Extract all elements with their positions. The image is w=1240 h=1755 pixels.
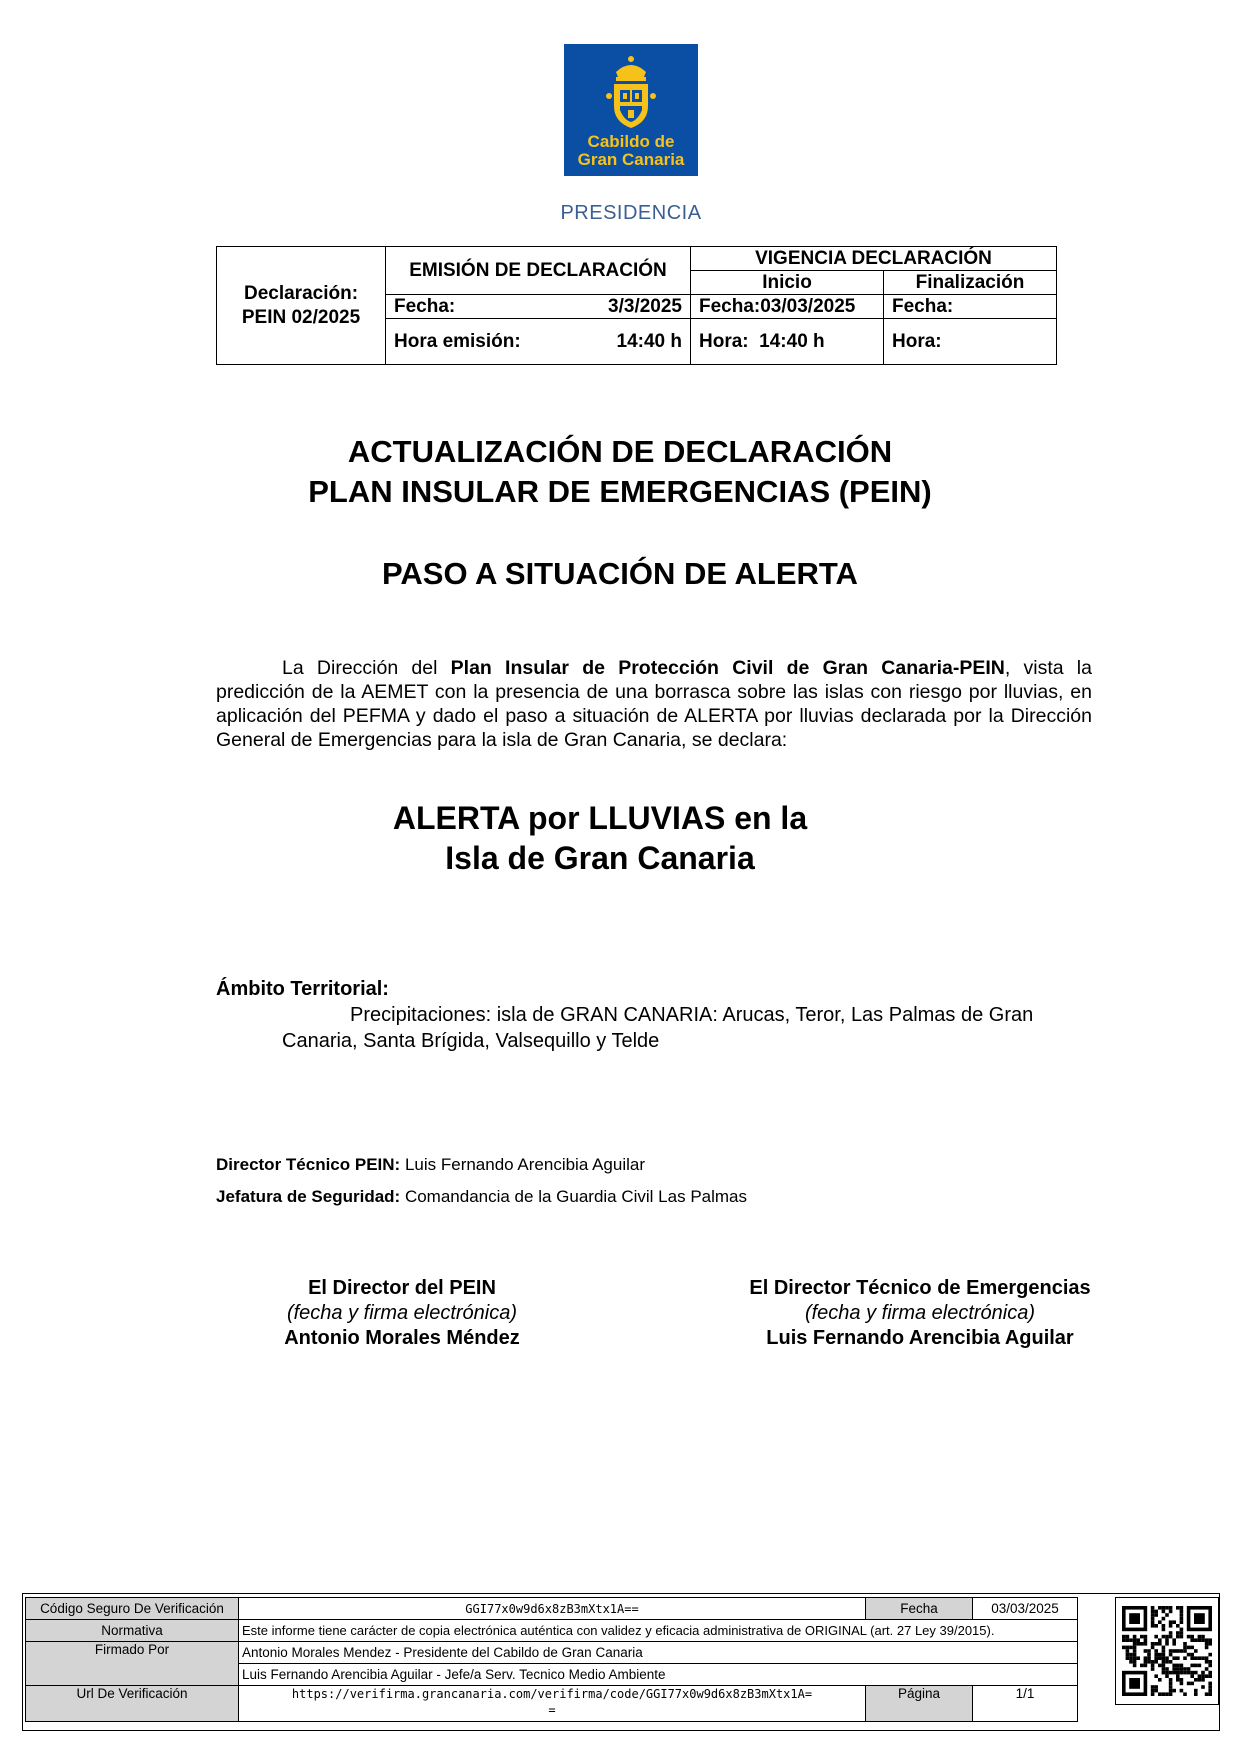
jefatura-line xyxy=(216,1187,747,1207)
fecha-footer-label: Fecha xyxy=(866,1598,973,1620)
jefatura-value: Comandancia de la Guardia Civil Las Palmas xyxy=(400,1187,748,1206)
ambito-text: Precipitaciones: isla de GRAN CANARIA: Arucas, Teror, Las Palmas de Gran Canaria, Santa Brígida, Valsequillo y Telde xyxy=(282,1004,1034,1052)
cabildo-logo xyxy=(564,44,698,176)
signature-block-2 xyxy=(700,1276,1140,1351)
department-label: PRESIDENCIA xyxy=(560,202,702,224)
ambito-label: Ámbito Territorial: xyxy=(216,978,389,1000)
signature-name: Luis Fernando Arencibia Aguilar xyxy=(766,1327,1074,1349)
title-line3: PASO A SITUACIÓN DE ALERTA xyxy=(382,556,858,591)
director-tecnico-value: Luis Fernando Arencibia Aguilar xyxy=(400,1155,645,1174)
title-line1: ACTUALIZACIÓN DE DECLARACIÓN xyxy=(347,434,893,469)
body-bold-plan: Plan Insular de Protección Civil de Gran Canaria-PEIN xyxy=(450,657,1005,679)
hora-emision-cell xyxy=(386,319,691,365)
document-title xyxy=(0,432,1240,512)
verification-url[interactable]: https://verifirma.grancanaria.com/verifirma/code/GGI77x0w9d6x8zB3mXtx1A= xyxy=(291,1687,813,1701)
verification-url-cont: = xyxy=(548,1703,556,1717)
csv-label: Código Seguro De Verificación xyxy=(26,1598,239,1620)
qr-code-icon xyxy=(1115,1597,1219,1705)
verification-footer xyxy=(22,1593,1220,1731)
hora-emision-label: Hora emisión: xyxy=(394,330,521,352)
alert-line1: ALERTA por LLUVIAS en la xyxy=(392,800,808,836)
fin-fecha: Fecha: xyxy=(884,295,1057,319)
firmante-1: Antonio Morales Mendez - Presidente del Cabildo de Gran Canaria xyxy=(239,1642,1078,1664)
declaration-value: PEIN 02/2025 xyxy=(241,306,361,328)
fecha-footer-value: 03/03/2025 xyxy=(973,1598,1078,1620)
emision-header: EMISIÓN DE DECLARACIÓN xyxy=(386,247,691,295)
director-tecnico-line xyxy=(216,1155,645,1175)
firmante-2: Luis Fernando Arencibia Aguilar - Jefe/a Serv. Tecnico Medio Ambiente xyxy=(239,1664,1078,1686)
alert-line2: Isla de Gran Canaria xyxy=(445,840,755,876)
body-paragraph xyxy=(216,656,1092,752)
logo-text-line1: Cabildo de xyxy=(587,132,675,151)
verification-table xyxy=(25,1597,1078,1722)
signature-block-1 xyxy=(182,1276,622,1351)
pagina-value: 1/1 xyxy=(973,1686,1078,1722)
body-rest: , vista la predicción de la AEMET con la presencia de una borrasca sobre las islas con riesgo por lluvias, en aplicación del PEFMA y dado el paso a situación de ALERTA por lluvias declarada por la Dirección General de Emergencias para la isla de Gran Canaria, se declara: xyxy=(216,657,1092,751)
signature-note: (fecha y firma electrónica) xyxy=(804,1302,1036,1324)
vigencia-header: VIGENCIA DECLARACIÓN xyxy=(691,247,1057,271)
finalizacion-header: Finalización xyxy=(884,271,1057,295)
hora-emision-value: 14:40 h xyxy=(616,330,682,352)
logo-text-line2: Gran Canaria xyxy=(577,150,685,169)
inicio-header: Inicio xyxy=(691,271,884,295)
fecha-emision-cell xyxy=(386,295,691,319)
normativa-value: Este informe tiene carácter de copia electrónica auténtica con validez y eficacia administrativa de ORIGINAL (art. 27 Ley 39/2015). xyxy=(239,1620,1078,1642)
pagina-label: Página xyxy=(866,1686,973,1722)
director-tecnico-label: Director Técnico PEIN: xyxy=(216,1155,401,1174)
title-line2: PLAN INSULAR DE EMERGENCIAS (PEIN) xyxy=(308,474,932,509)
body-intro: La Dirección del xyxy=(282,657,451,679)
alert-declaration xyxy=(290,798,910,878)
csv-value: GGI77x0w9d6x8zB3mXtx1A== xyxy=(239,1598,866,1620)
inicio-hora: Hora: 14:40 h xyxy=(691,319,884,365)
declaration-header-table xyxy=(216,246,1057,365)
signature-role: El Director Técnico de Emergencias xyxy=(749,1277,1091,1299)
normativa-label: Normativa xyxy=(26,1620,239,1642)
declaration-id-cell xyxy=(217,247,386,365)
url-value-cell[interactable] xyxy=(239,1686,866,1722)
signature-name: Antonio Morales Méndez xyxy=(284,1327,520,1349)
inicio-fecha: Fecha:03/03/2025 xyxy=(691,295,884,319)
firmado-label: Firmado Por xyxy=(26,1642,239,1686)
fin-hora: Hora: xyxy=(884,319,1057,365)
signature-note: (fecha y firma electrónica) xyxy=(286,1302,518,1324)
url-label: Url De Verificación xyxy=(26,1686,239,1722)
declaration-label: Declaración: xyxy=(243,282,359,304)
signature-role: El Director del PEIN xyxy=(308,1277,496,1299)
fecha-value: 3/3/2025 xyxy=(608,295,682,317)
jefatura-label: Jefatura de Seguridad: xyxy=(216,1187,401,1206)
fecha-label: Fecha: xyxy=(394,295,456,317)
